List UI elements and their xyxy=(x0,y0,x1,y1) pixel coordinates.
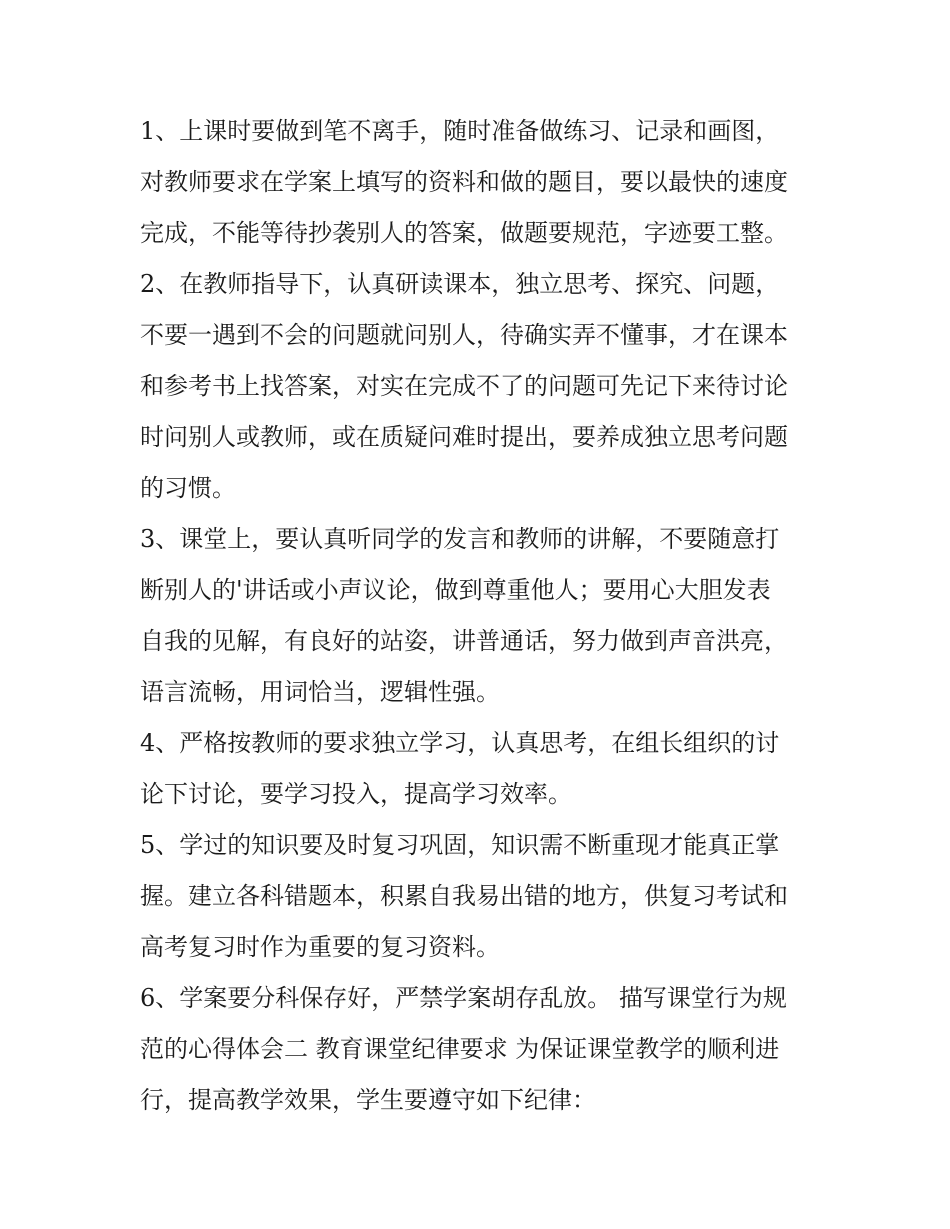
text-line: 语言流畅，用词恰当，逻辑性强。 xyxy=(140,678,500,706)
text-line: 5、学过的知识要及时复习巩固，知识需不断重现才能真正掌 xyxy=(140,831,780,859)
text-line: 断别人的'讲话或小声议论，做到尊重他人；要用心大胆发表 xyxy=(140,576,771,604)
document-body xyxy=(140,106,830,1126)
text-line: 时问别人或教师，或在质疑问难时提出，要养成独立思考问题 xyxy=(140,423,788,451)
text-line: 和参考书上找答案，对实在完成不了的问题可先记下来待讨论 xyxy=(140,372,788,400)
text-line: 高考复习时作为重要的复习资料。 xyxy=(140,933,500,961)
text-line: 论下讨论，要学习投入，提高学习效率。 xyxy=(140,780,572,808)
text-line: 自我的见解，有良好的站姿，讲普通话，努力做到声音洪亮， xyxy=(140,627,788,655)
text-line: 1、上课时要做到笔不离手，随时准备做练习、记录和画图， xyxy=(140,117,780,145)
text-line: 范的心得体会二 教育课堂纪律要求 为保证课堂教学的顺利进 xyxy=(140,1035,780,1063)
text-line: 不要一遇到不会的问题就问别人，待确实弄不懂事，才在课本 xyxy=(140,321,788,349)
text-line: 握。建立各科错题本，积累自我易出错的地方，供复习考试和 xyxy=(140,882,788,910)
text-line: 4、严格按教师的要求独立学习，认真思考，在组长组织的讨 xyxy=(140,729,780,757)
text-line: 6、学案要分科保存好，严禁学案胡存乱放。 描写课堂行为规 xyxy=(140,984,787,1012)
text-line: 2、在教师指导下，认真研读课本，独立思考、探究、问题， xyxy=(140,270,780,298)
text-line: 3、课堂上，要认真听同学的发言和教师的讲解，不要随意打 xyxy=(140,525,780,553)
text-line: 对教师要求在学案上填写的资料和做的题目，要以最快的速度 xyxy=(140,168,788,196)
text-line: 的习惯。 xyxy=(140,474,236,502)
text-line: 行，提高教学效果，学生要遵守如下纪律： xyxy=(140,1086,596,1114)
text-line: 完成，不能等待抄袭别人的答案，做题要规范，字迹要工整。 xyxy=(140,219,788,247)
